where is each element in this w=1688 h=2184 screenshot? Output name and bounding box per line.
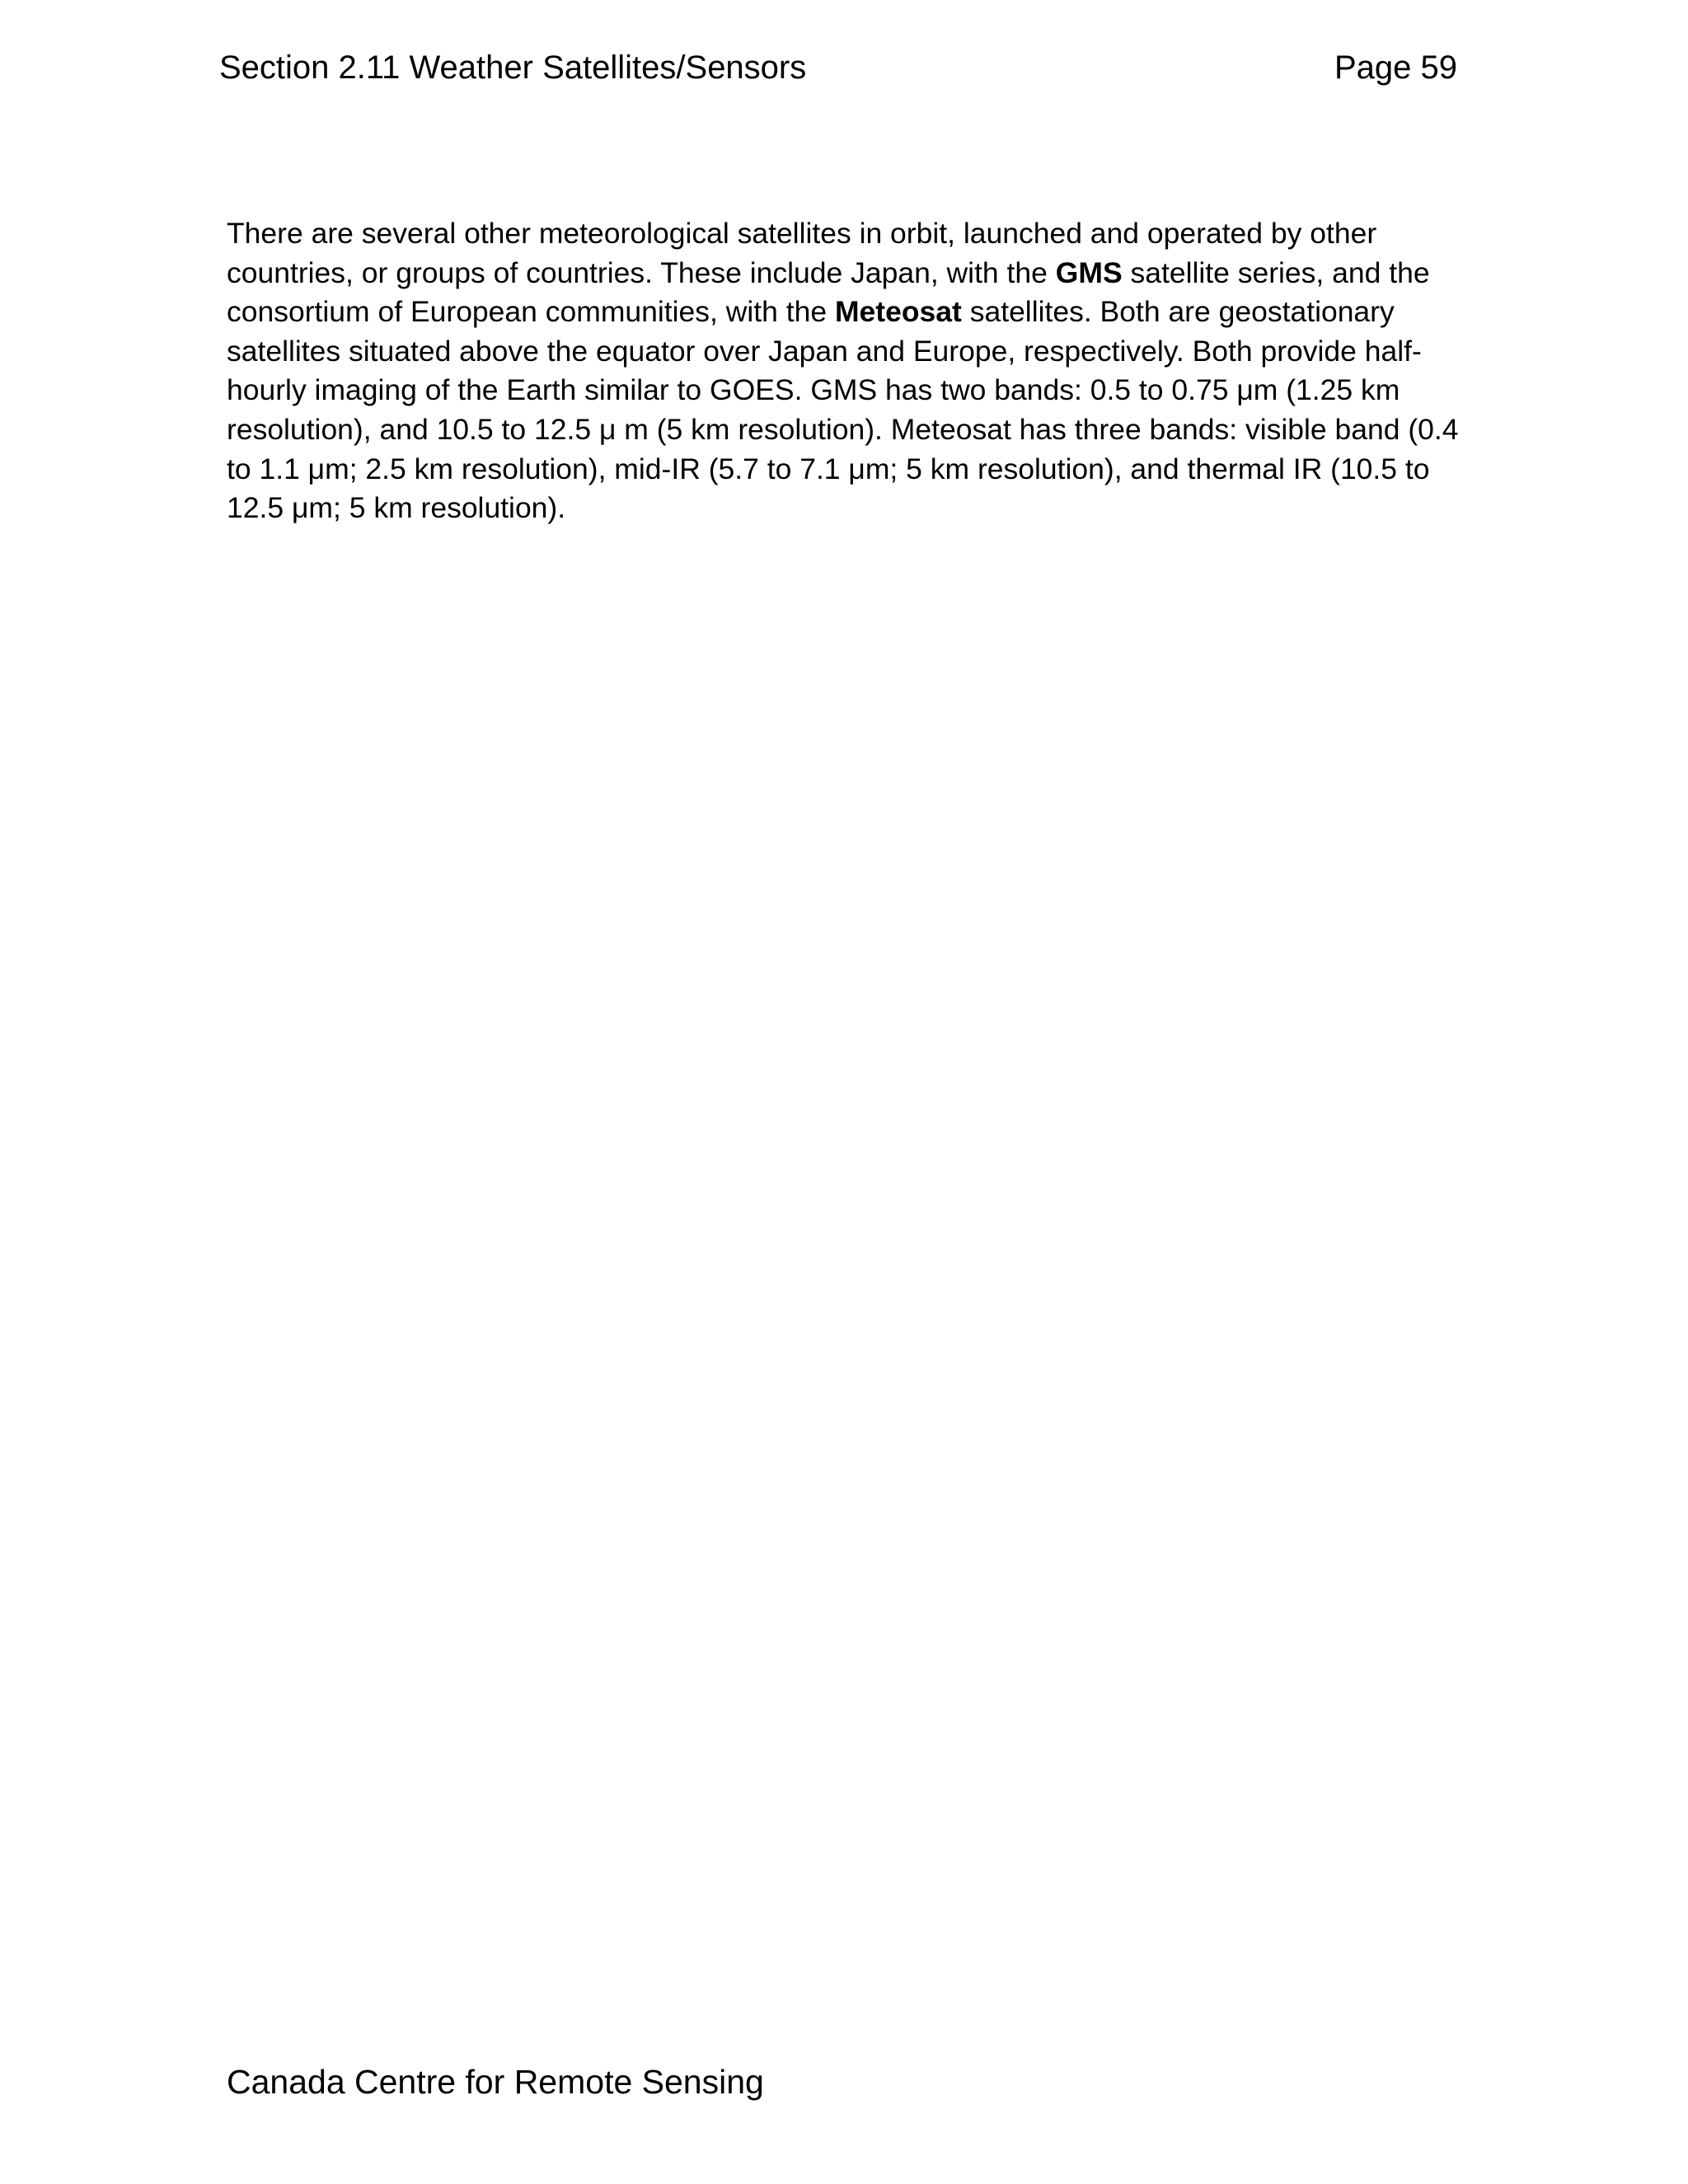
meteosat-term: Meteosat [834,295,962,329]
page-footer: Canada Centre for Remote Sensing [227,2063,764,2101]
page-number: Page 59 [1334,49,1457,86]
body-paragraph [227,214,1463,528]
gms-term: GMS [1055,255,1123,289]
section-title: Section 2.11 Weather Satellites/Sensors [219,49,807,86]
paragraph-text-part-1: There are several other meteorological satellites in orbit, launched and operated by other countries, or groups of countries. These include Japan, with the [227,217,1377,289]
paragraph-text-part-2: satellite series, and the consortium of European communities, with the [227,255,1430,329]
page-header [219,43,1457,92]
body-text [227,214,1463,528]
paragraph-text-part-3: satellites. Both are geostationary satellites situated above the equator over Japan and Europe, respectively. Both provide half-hourly imaging of the Earth similar to GOES. GMS has two bands: 0.5 to 0.75 μm (1.25 km resolution), and 10.5 to 12.5 μ m (5 km resolution). Meteosat has three bands: visible band (0.4 to 1.1 μm; 2.5 km resolution), mid-IR (5.7 to 7.1 μm; 5 km resolution), and thermal IR (10.5 to 12.5 μm; 5 km resolution). [227,295,1459,525]
